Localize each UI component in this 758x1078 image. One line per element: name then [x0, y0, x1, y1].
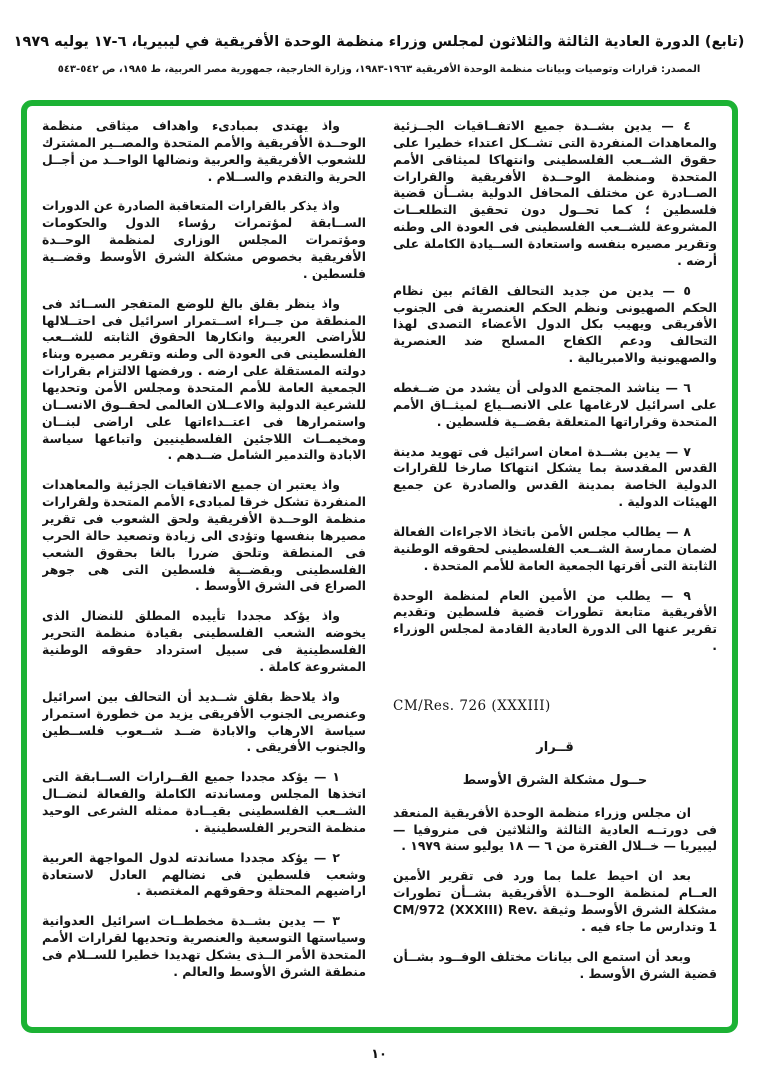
- paragraph-item-1: ١ — يؤكد مجددا جميع القــرارات الســابقة التى اتخذها المجلس ومساندته الكاملة والفعالة لنضــال الشــعب الفلسطينى بقيــادة ممثله الشرعى الوحيد منظمة التحرير الفلسطينية .: [42, 769, 366, 835]
- page-number: ١٠: [371, 1047, 387, 1062]
- paragraph-council-session: ان مجلس وزراء منظمة الوحدة الأفريقية المنعقد فى دورتــه العادية الثالثة والثلاثين فى منروفيا — ليبيريا — خــلال الفترة من ٦ — ١٨ يوليو سنة ١٩٧٩ .: [393, 804, 717, 854]
- resolution-heading-qarar: قــرار: [536, 740, 574, 756]
- paragraph-item-5: ٥ — يدين من جديد التحالف القائم بين نظام الحكم الصهيونى ونظم الحكم العنصرية فى الجنوب الأفريقى ويهيب بكل الدول الأعضاء التصدى لهذا التحالف ودعم الكفاح المسلح ضد العنصرية والصهيونية والامبريالية .: [393, 282, 717, 366]
- paragraph-statements-heard: وبعد أن استمع الى بيانات مختلف الوفــود بشــأن قضية الشرق الأوسط .: [393, 948, 717, 981]
- paragraph-item-6: ٦ — يناشد المجتمع الدولى أن يشدد من ضــغطه على اسرائيل لارغامها على الانصــياع لميثــاق الأمم المتحدة وقراراتها المتعلقة بقضــية فلسطين .: [393, 380, 717, 429]
- column-left: [42, 118, 366, 1019]
- source-citation-line: المصدر: قرارات وتوصيات وبيانات منظمة الوحدة الأفريقية ١٩٦٣-١٩٨٣، وزارة الخارجية، جمهورية مصر العربية، ط ١٩٨٥، ص ٥٤٢-٥٤٣: [57, 64, 701, 75]
- paragraph-considering-agreements: واذ يعتبر ان جميع الاتفاقيات الجزئية والمعاهدات المنفردة تشكل خرقا لمبادىء الأمم المتحدة ولقرارات منظمة الوحــدة الأفريقية ولحق الشعوب فى تقرير مصيرها بنفسها وتؤدى الى زيادة وتصعيد حالة الحرب فى المنطقة وتلحق ضررا بالغا بحقوق الشعب الفلسطينى وبقضــية فلسطين التى هى جوهر الصراع فى الشرق الأوسط .: [42, 477, 366, 594]
- page-header-title: (تابع) الدورة العادية الثالثة والثلاثون لمجلس وزراء منظمة الوحدة الأفريقية في ليبيريا، ٦-١٧ يوليه ١٩٧٩: [13, 34, 745, 50]
- column-right: [393, 118, 717, 1019]
- paragraph-item-2: ٢ — يؤكد مجددا مساندته لدول المواجهة العربية وشعب فلسطين فى نضالهم العادل لاستعادة اراضيهم المحتلة وحقوقهم المغتصبة .: [42, 849, 366, 899]
- paragraph-noting-alliance: واذ يلاحظ بقلق شــديد أن التحالف بين اسرائيل وعنصريى الجنوب الأفريقى يزيد من خطورة استمرار سياسة الارهاب والابادة ضــد شــعوب فلســطين والجنوب الأفريقى .: [42, 688, 366, 755]
- paragraph-grave-concern: واذ ينظر بقلق بالغ للوضع المتفجر الســائد فى المنطقة من جــراء اســتمرار اسرائيل فى احتــلالها للأراضى العربية وانكارها الحقوق الثابته للشــعب الفلسطينى فى العودة الى وطنه وتقرير مصيره وبناء دولته المستقلة على ارضه . ورفضها الالتزام بقرارات الجمعية العامة للأمم المتحدة ومجلس الأمن وتحديها للشرعية الدولية والاعــلان العالمى لحقــوق الانســان واستمرارها فى اعتــداءاتها على اراضى لبنــان ومخيمــات اللاجئين الفلسطينيين واتباعها سياسة الابادة والتدمير الشامل ضــدهم .: [42, 295, 366, 463]
- two-column-layout: [42, 118, 717, 1019]
- paragraph-item-3: ٣ — يدين بشــدة مخططــات اسرائيل العدوانية وسياستها التوسعية والعنصرية وتحديها لقرارات الأمم المتحدة الأمر الــذى يشكل تهديدا خطيرا للســلام فى منطقة الشرق الأوسط والعالم .: [42, 913, 366, 979]
- paragraph-recalling-resolutions: واذ يذكر بالقرارات المتعاقبة الصادرة عن الدورات الســابقة لمؤتمرات رؤساء الدول والحكومات ومؤتمرات المجلس الوزارى لمنظمة الوحــدة الأفريقية بخصوص مشكلة الشرق الأوسط وقضــية فلسطين .: [42, 198, 366, 281]
- paragraph-item-4: ٤ — يدين بشــدة جميع الاتفــاقيات الجــزئية والمعاهدات المنفردة التى تشــكل اعتداء خطيرا على حقوق الشــعب الفلسطينى وانتهاكا لميثاقى الأمم المتحدة ومنظمة الوحــدة الأفريقية والقرارات الصــادرة عن مختلف المحافل الدولية بشــأن قضية فلسطين ؛ كما تحــول دون تحقيق التطلعــات المشروعة للشــعب الفلسطينى فى العودة الى وطنه وتقرير مصيره بنفسه واستعادة الســيادة الكاملة على أرضه .: [393, 118, 717, 268]
- paragraph-reaffirming-support: واذ يؤكد مجددا تأييده المطلق للنضال الذى يخوضه الشعب الفلسطينى بقيادة منظمة التحرير الفلسطينية فى سبيل استرداد حقوقه الوطنية المشروعة كاملة .: [42, 608, 366, 674]
- paragraph-item-8: ٨ — يطالب مجلس الأمن باتخاذ الاجراءات الفعالة لضمان ممارسة الشــعب الفلسطينى لحقوقه الوطنية الثابتة التى أقرتها الجمعية العامة للأمم المتحدة .: [393, 524, 717, 573]
- paragraph-item-7: ٧ — يدين بشــدة امعان اسرائيل فى تهويد مدينة القدس المقدسة بما يشكل انتهاكا صارخا للقرارات الدولية الخاصة بمدينة القدس والصادرة عن جميع الهيئات الدولية .: [393, 443, 717, 510]
- resolution-reference: CM/Res. 726 (XXXIII): [393, 698, 551, 715]
- green-border-frame: [21, 100, 738, 1033]
- paragraph-item-9: ٩ — يطلب من الأمين العام لمنظمة الوحدة الأفريقية متابعة تطورات قضية فلسطين وتقديم تقرير عنها الى الدورة العادية القادمة لمجلس الوزراء .: [393, 587, 717, 654]
- paragraph-guided-by-charters: واذ يهتدى بمبادىء واهداف ميثاقى منظمة الوحــدة الأفريقية والأمم المتحدة والمصــير المشترك للشعوب الأفريقية والعربية ونضالها الواحــد من أجــل الحرية والتقدم والســلام .: [42, 118, 366, 184]
- resolution-heading-subject: حــول مشكلة الشرق الأوسط: [462, 773, 648, 789]
- paragraph-report-noted: بعد ان احيط علما بما ورد فى تقرير الأمين العــام لمنظمة الوحــدة الأفريقية بشــأن تطورات مشكلة الشرق الأوسط وثيقة CM/972 (XXXIII) Rev. 1 وتدارس ما جاء فيه .: [393, 868, 717, 934]
